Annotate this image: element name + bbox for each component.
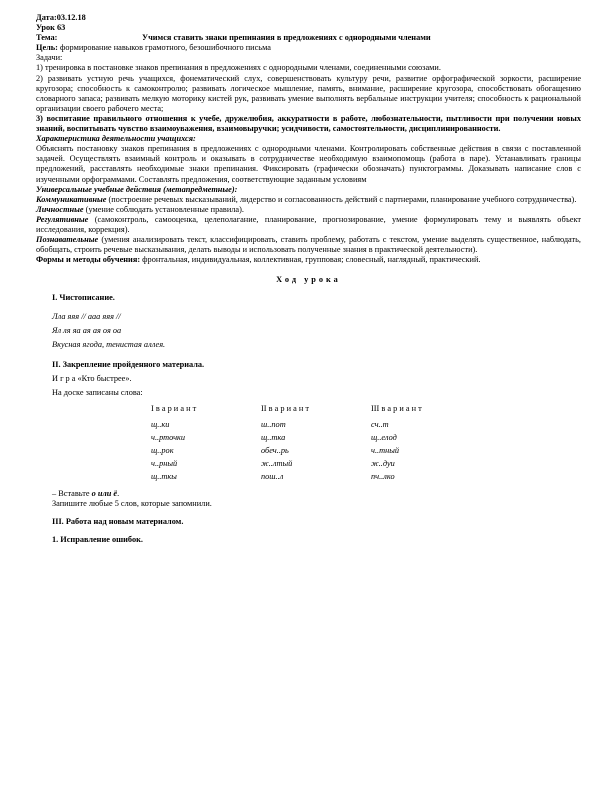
- forms-label: Формы и методы обучения:: [36, 255, 141, 265]
- variant-word: ч..рный: [151, 458, 178, 468]
- activity-text: Объяснять постановку знаков препинания в предложениях с однородными членами. Контролировать собственные действия в связи с поставленной задачей. Осуществлять взаимный контроль и оказывать в сотрудничестве необходимую взаимопомощь (работа в паре). Устанавливать границы предложений, расставлять необходимые знаки препинания. Фиксировать (графически обозначать) пунктограммы. Доказывать написание слов с изученными орфограммами. Составлять предложения, соответствующие заданным условиям: [36, 144, 581, 184]
- section-3-heading: III. Работа над новым материалом.: [52, 517, 184, 527]
- tasks-label: Задачи:: [36, 53, 63, 63]
- uud-heading: Универсальные учебные действия (метапредметные):: [36, 184, 238, 194]
- goal: [36, 43, 581, 53]
- uud-label: Коммуникативные: [36, 194, 107, 204]
- calligraphy-block: [52, 310, 581, 352]
- game-label: И г р а: [52, 373, 76, 383]
- calligraphy-line: Лла яяя // ааа яяя //: [52, 311, 121, 321]
- uud-label: Личностные: [36, 204, 84, 214]
- variant-word: щ..рок: [151, 445, 174, 455]
- variant-title: III в а р и а н т: [371, 403, 422, 413]
- task-1: 1) тренировка в постановке знаков препинания в предложениях с однородными членами, соединенными союзами.: [36, 63, 441, 73]
- forms-methods: [36, 255, 581, 265]
- instruction: [52, 489, 581, 499]
- forms-text: фронтальная, индивидуальная, коллективная, групповая; словесный, наглядный, практический.: [140, 255, 481, 265]
- variants-table: [36, 404, 581, 483]
- instruction-note: Запишите любые 5 слов, которые запомнили.: [52, 499, 212, 508]
- task-3: 3) воспитание правильного отношения к учебе, дружелюбия, аккуратности в работе, любознательности, пытливости при получении новых знаний, воспитывать чувство взаимоуважения, взаимовыручки; усидчивости, самостоятельности, дисциплинированности.: [36, 113, 581, 134]
- uud-label: Познавательные: [36, 235, 99, 245]
- goal-label: Цель:: [36, 43, 58, 53]
- instruction-letters: о или ё: [91, 488, 118, 498]
- uud-item: [36, 205, 581, 215]
- topic-label: Тема:: [36, 33, 58, 43]
- board-text: На доске записаны слова:: [52, 387, 143, 397]
- variant-word: щ..ки: [151, 419, 170, 429]
- section-2-heading: II. Закрепление пройденного материала.: [52, 359, 205, 369]
- section-1-heading: I. Чистописание.: [52, 293, 115, 303]
- uud-text: (самоконтроль, самооценка, целеполагание, планирование, прогнозирование, умение формулировать тему и выявлять объект исследования, коррекция).: [36, 214, 581, 234]
- variant-column: [261, 404, 371, 483]
- variant-word: пош..л: [261, 471, 284, 481]
- uud-text: (умения анализировать текст, классифицировать, ставить проблему, работать с текстом, умение выделять существенное, наблюдать, обобщать, строить речевые высказывания, делать выводы и использовать полученные знания в практической деятельности).: [36, 235, 581, 255]
- uud-item: [36, 235, 581, 255]
- uud-item: [36, 195, 581, 205]
- section-3-sub: 1. Исправление ошибок.: [52, 535, 143, 545]
- variant-word: пч..лко: [371, 471, 395, 481]
- variant-word: ж..дуи: [371, 458, 395, 468]
- uud-item: [36, 215, 581, 235]
- lesson-title: Ход урока: [276, 275, 341, 285]
- uud-text: (построение речевых высказываний, лидерство и согласованность действий с партнерами, планирование учебного сотрудничества).: [106, 194, 577, 204]
- variant-word: ш..пот: [261, 419, 286, 429]
- variant-word: обеч..рь: [261, 445, 289, 455]
- topic: Учимся ставить знаки препинания в предложениях с однородными членами: [142, 33, 431, 43]
- uud-text: (умение соблюдать установленные правила).: [83, 204, 244, 214]
- variant-word: сч..т: [371, 419, 389, 429]
- lesson-plan: [36, 13, 581, 545]
- game: [52, 374, 581, 384]
- variant-word: щ..елод: [371, 432, 397, 442]
- uud-label: Регулятивные: [36, 214, 89, 224]
- variant-word: щ..ткы: [151, 471, 177, 481]
- variant-column: [371, 404, 481, 483]
- variant-word: щ..тка: [261, 432, 286, 442]
- game-name: «Кто быстрее».: [75, 373, 132, 383]
- topic-row: [36, 33, 581, 43]
- task-2: 2) развивать устную речь учащихся, фонематический слух, совершенствовать культуру речи, развитие орфографической зоркости, расширение кругозора; способность к самоконтролю; развивать логическое мышление, память, внимание, расширение кругозора, способствовать обогащению словарного запаса; развивать мелкую моторику кистей рук, развивать умение выполнять вербальные инструкции учителя; способность к рациональной организации своего рабочего места;: [36, 73, 581, 113]
- calligraphy-line: Вкусная ягода, тенистая аллея.: [52, 339, 166, 349]
- lesson-number: Урок 63: [36, 23, 66, 33]
- variant-title: II в а р и а н т: [261, 403, 309, 413]
- variant-word: ч..тный: [371, 445, 399, 455]
- goal-text: формирование навыков грамотного, безошибочного письма: [60, 43, 271, 53]
- instruction-suffix: .: [117, 488, 120, 498]
- instruction-prefix: – Вставьте: [52, 488, 92, 498]
- variant-word: ч..рточки: [151, 432, 186, 442]
- calligraphy-line: Ял ля яа ая ая оя оа: [52, 325, 122, 335]
- variant-column: [151, 404, 261, 483]
- activity-heading: Характеристика деятельности учащихся:: [36, 134, 196, 144]
- variant-word: ж..лтый: [261, 458, 293, 468]
- variant-title: I в а р и а н т: [151, 403, 197, 413]
- date: Дата:03.12.18: [36, 13, 86, 22]
